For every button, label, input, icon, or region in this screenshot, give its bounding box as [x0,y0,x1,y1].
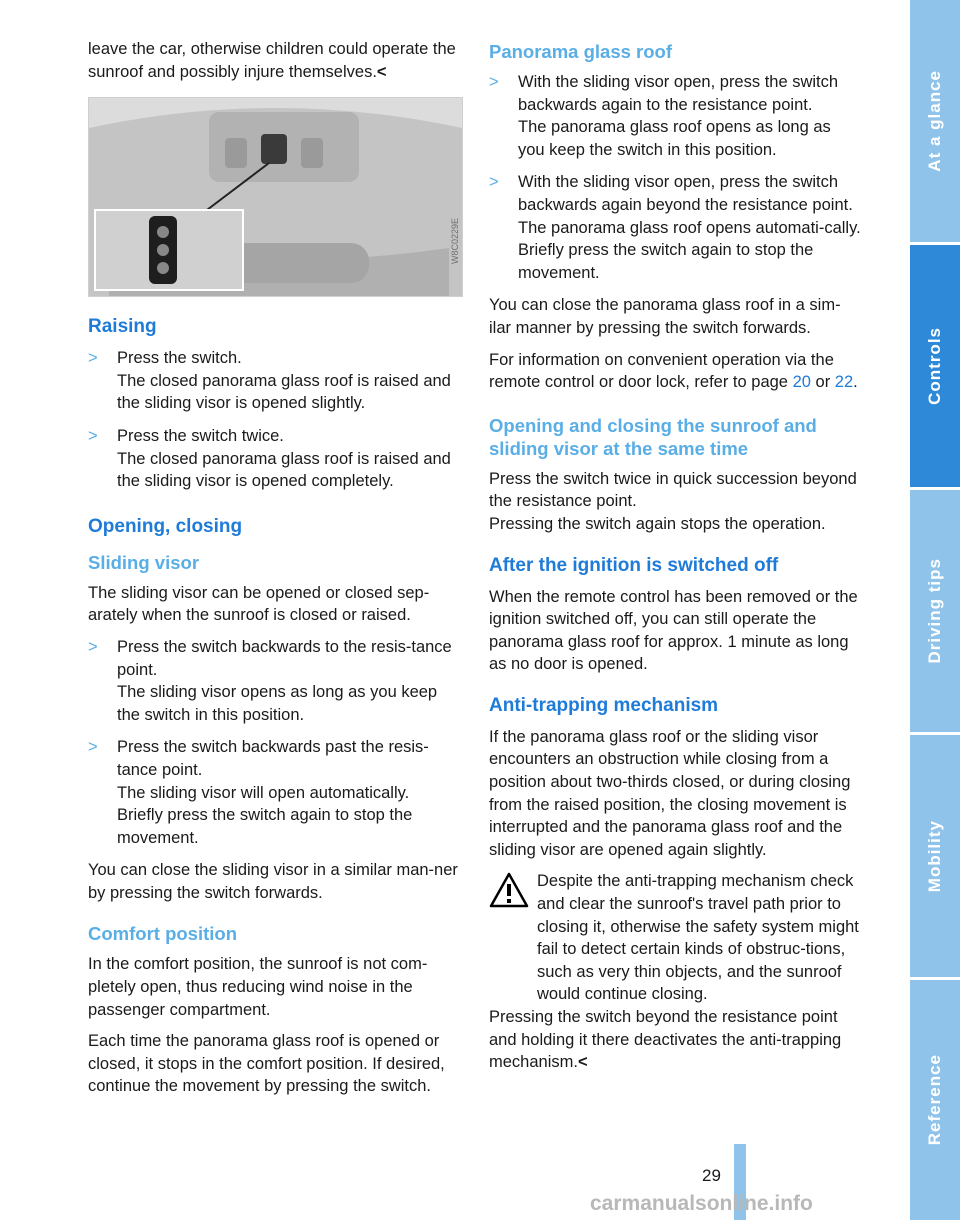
end-mark: < [376,62,387,81]
overhead-console-illustration [89,98,462,296]
panorama-item-1: > With the sliding visor open, press the switch backwards again to the resistance point. The panorama glass roof opens as long as you keep the switch in this position. [489,73,839,159]
bullet-arrow-icon: > [489,173,499,192]
figure-code: W8C0229E [450,218,460,265]
bullet-arrow-icon: > [88,426,98,445]
raising-item-1: > Press the switch. The closed panorama glass roof is raised and the sliding visor is opened slightly. [88,349,451,413]
end-mark: < [577,1053,588,1072]
comfort-position-heading: Comfort position [88,923,238,945]
panorama-info-paragraph: For information on convenient operation via the remote control or door lock, refer to page 20 or 22. [489,350,858,392]
tab-reference[interactable]: Reference [910,980,960,1220]
section-sidebar [910,0,960,1220]
watermark: carmanualsonline.info [590,1192,813,1215]
bullet-arrow-icon: > [88,738,98,757]
tab-at-a-glance[interactable]: At a glance [910,0,960,242]
sliding-visor-outro: You can close the sliding visor in a similar man-ner by pressing the switch forwards. [88,861,458,902]
sliding-visor-item-1: > Press the switch backwards to the resis-tance point. The sliding visor opens as long as you keep the switch in this position. [88,637,452,724]
right-column [489,38,861,1083]
raising-heading: Raising [88,316,157,338]
warning-block [489,870,861,1073]
panorama-close-paragraph: You can close the panorama glass roof in a sim-ilar manner by pressing the switch forwards. [489,296,841,337]
switch-figure [88,97,463,297]
tab-mobility[interactable]: Mobility [910,735,960,977]
page-link-22[interactable]: 22 [834,373,854,392]
same-time-heading: Opening and closing the sunroof and sliding visor at the same time [489,414,817,459]
same-time-paragraph: Press the switch twice in quick succession beyond the resistance point. Pressing the switch again stops the operation. [489,469,857,533]
left-column [88,38,462,1107]
intro-paragraph: leave the car, otherwise children could operate the sunroof and possibly injure themselves.< [88,40,456,81]
ignition-paragraph: When the remote control has been removed or the ignition switched off, you can still operate the panorama glass roof for approx. 1 minute as long as no door is opened. [489,587,858,674]
bullet-arrow-icon: > [88,349,98,368]
raising-item-2: > Press the switch twice. The closed panorama glass roof is raised and the sliding visor is opened completely. [88,426,451,491]
sliding-visor-heading: Sliding visor [88,551,200,573]
sliding-visor-intro: The sliding visor can be opened or closed sep-arately when the sunroof is closed or raised. [88,583,430,625]
anti-trapping-paragraph: If the panorama glass roof or the sliding visor encounters an obstruction while closing from a position about two-thirds closed, or during closing from the raised position, the closing movement is interrupted and the panorama glass roof and the sliding visor are opened again slightly. [489,727,851,859]
comfort-paragraph-1: In the comfort position, the sunroof is not com-pletely open, thus reducing wind noise in the passenger compartment. [88,955,428,1019]
warning-triangle-icon [489,872,529,908]
sliding-visor-item-2: > Press the switch backwards past the resis-tance point. The sliding visor will open automatically. Briefly press the switch again to stop the movement. [88,738,429,847]
warning-paragraph: Despite the anti-trapping mechanism check and clear the sunroof's travel path prior to closing it, otherwise the safety system might fail to detect certain kinds of obstruc-tions, such as very thin objects, and the sunroof would continue closing. [537,872,859,1004]
opening-closing-heading: Opening, closing [88,515,243,537]
tab-controls[interactable]: Controls [910,245,960,487]
anti-trapping-heading: Anti-trapping mechanism [489,694,719,716]
panorama-heading: Panorama glass roof [489,41,673,62]
comfort-paragraph-2: Each time the panorama glass roof is opened or closed, it stops in the comfort position. If desired, continue the movement by pressing the switch. [88,1032,445,1096]
tab-driving-tips[interactable]: Driving tips [910,490,960,732]
page-number: 29 [702,1166,721,1185]
warning-deactivate-paragraph: Pressing the switch beyond the resistance point and holding it there deactivates the anti-trapping mechanism.< [489,1008,842,1072]
bullet-arrow-icon: > [489,73,499,91]
bullet-arrow-icon: > [88,637,98,656]
panorama-item-2: > With the sliding visor open, press the switch backwards again beyond the resistance point. The panorama glass roof opens automati-cally. Briefly press the switch again to stop the movement. [489,173,861,282]
page-link-20[interactable]: 20 [792,373,811,392]
ignition-heading: After the ignition is switched off [489,554,779,576]
